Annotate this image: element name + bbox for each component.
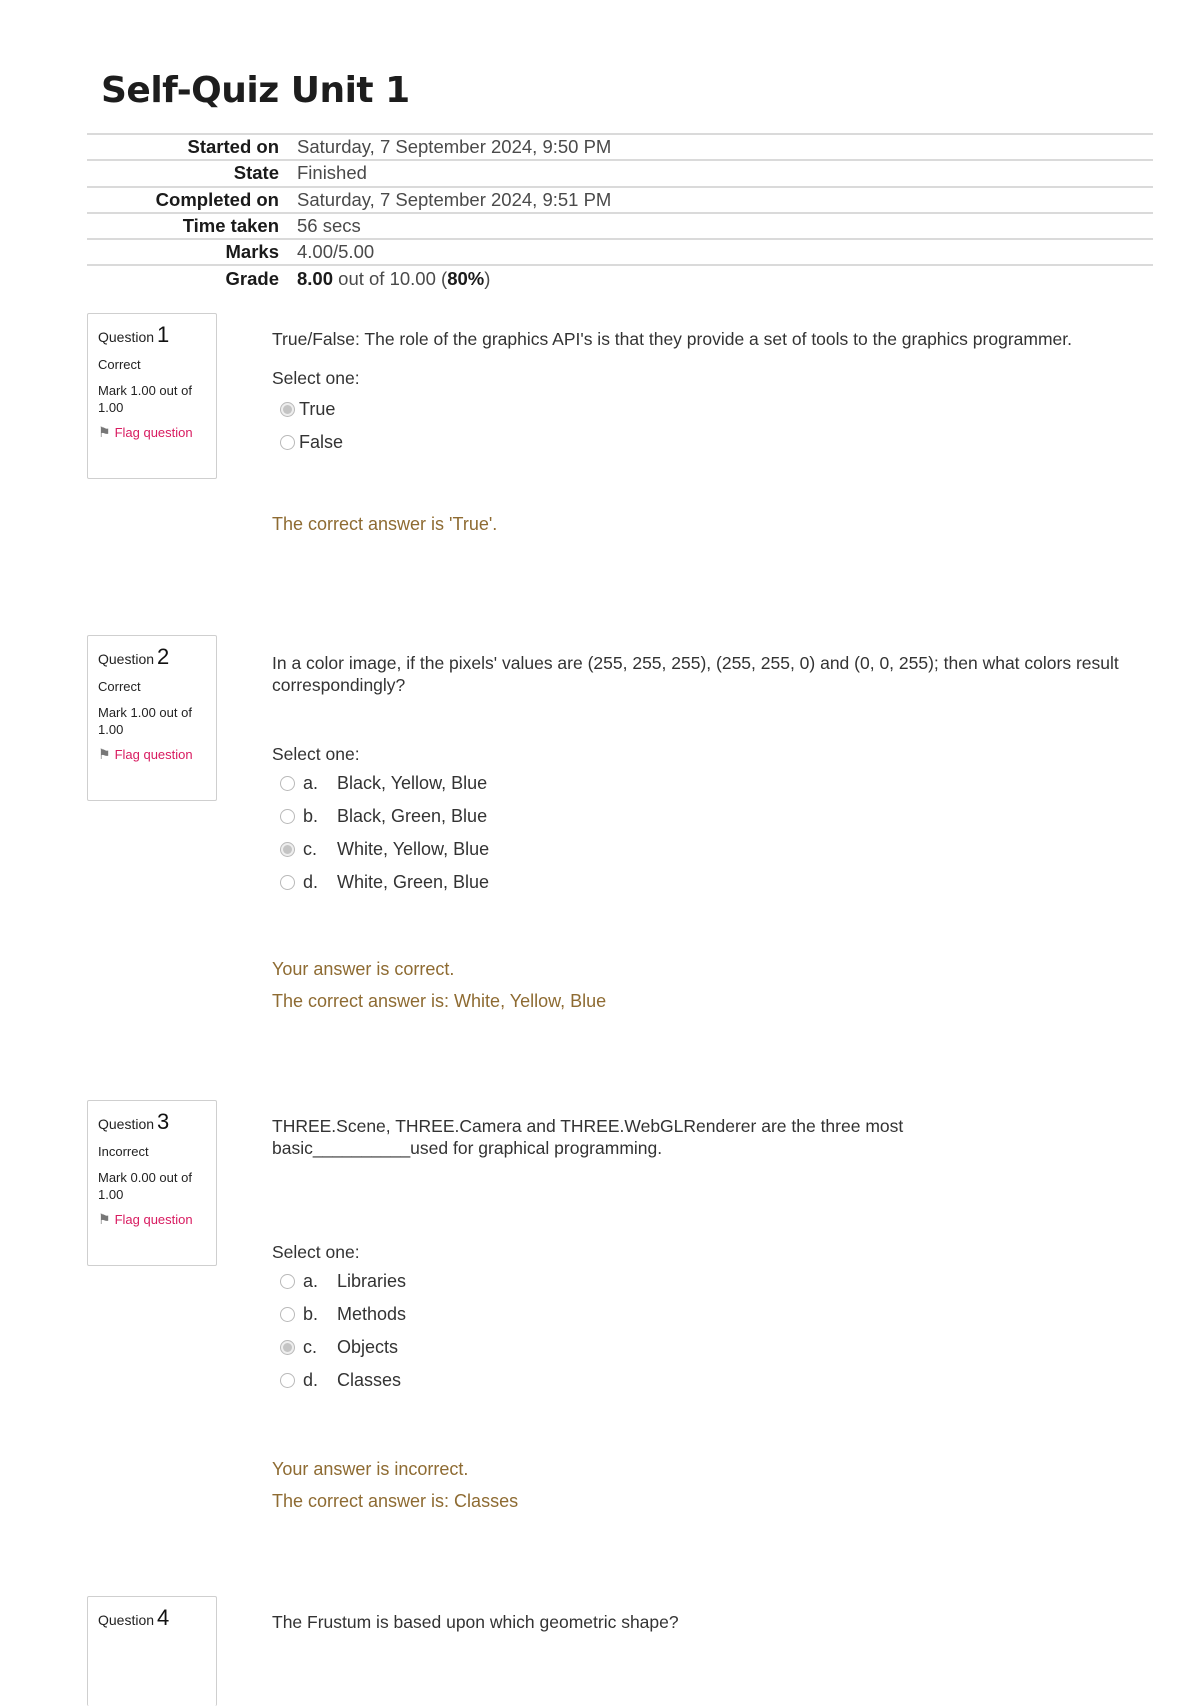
question-content-3 bbox=[272, 1115, 972, 1517]
radio-button[interactable] bbox=[280, 875, 295, 890]
summary-row-time bbox=[87, 213, 1153, 239]
option-letter: a. bbox=[303, 773, 319, 793]
flag-question-link[interactable] bbox=[98, 1211, 206, 1228]
page-title: Self-Quiz Unit 1 bbox=[101, 70, 410, 111]
flag-question-link[interactable] bbox=[98, 424, 206, 441]
answer-result-feedback: Your answer is incorrect. bbox=[272, 1459, 469, 1479]
question-info-2 bbox=[87, 635, 217, 801]
answer-options bbox=[272, 767, 1132, 899]
question-number bbox=[98, 644, 206, 670]
question-number-value: 2 bbox=[157, 644, 170, 669]
option-letter: a. bbox=[303, 1271, 319, 1291]
option-a[interactable] bbox=[272, 1265, 972, 1298]
select-prompt: Select one: bbox=[272, 368, 360, 388]
radio-button[interactable] bbox=[280, 1340, 295, 1355]
answer-options bbox=[272, 1265, 972, 1397]
question-label: Question bbox=[98, 651, 155, 667]
flag-icon: ⚑ bbox=[98, 1211, 111, 1227]
question-label: Question bbox=[98, 1612, 155, 1628]
completed-value: Saturday, 7 September 2024, 9:51 PM bbox=[297, 187, 1153, 213]
question-info-1 bbox=[87, 313, 217, 479]
question-info-3 bbox=[87, 1100, 217, 1266]
flag-question-link[interactable] bbox=[98, 746, 206, 763]
question-mark: Mark 1.00 out of 1.00 bbox=[98, 705, 192, 737]
question-number-value: 4 bbox=[157, 1605, 170, 1630]
summary-row-grade bbox=[87, 265, 1153, 290]
option-b[interactable] bbox=[272, 800, 1132, 833]
flag-label: Flag question bbox=[114, 425, 193, 440]
question-content-2 bbox=[272, 652, 1132, 1017]
option-text: Methods bbox=[337, 1304, 407, 1324]
option-text: White, Yellow, Blue bbox=[337, 839, 490, 859]
question-text: In a color image, if the pixels' values are (255, 255, 255), (255, 255, 0) and (0, 0, 255); then what colors result correspondingly? bbox=[272, 653, 1119, 695]
option-letter: b. bbox=[303, 806, 319, 826]
question-text: The Frustum is based upon which geometric shape? bbox=[272, 1612, 679, 1632]
marks-value: 4.00/5.00 bbox=[297, 239, 1153, 265]
question-mark: Mark 0.00 out of 1.00 bbox=[98, 1170, 192, 1202]
completed-label: Completed on bbox=[87, 187, 297, 213]
question-label: Question bbox=[98, 329, 155, 345]
option-text: True bbox=[299, 399, 336, 419]
started-label: Started on bbox=[87, 134, 297, 160]
option-text: Black, Green, Blue bbox=[337, 806, 488, 826]
question-number-value: 3 bbox=[157, 1109, 170, 1134]
attempt-summary-table bbox=[87, 133, 1153, 291]
option-c[interactable] bbox=[272, 1331, 972, 1364]
option-text: False bbox=[299, 432, 344, 452]
state-value: Finished bbox=[297, 160, 1153, 186]
option-false[interactable] bbox=[272, 426, 1132, 459]
question-text: THREE.Scene, THREE.Camera and THREE.WebGLRenderer are the three most basic__________used for graphical programming. bbox=[272, 1116, 904, 1158]
grade-percent: 80% bbox=[447, 267, 485, 289]
question-state: Correct bbox=[98, 679, 141, 694]
option-text: White, Green, Blue bbox=[337, 872, 490, 892]
summary-row-marks bbox=[87, 239, 1153, 265]
radio-button[interactable] bbox=[280, 776, 295, 791]
option-true[interactable] bbox=[272, 393, 1132, 426]
started-value: Saturday, 7 September 2024, 9:50 PM bbox=[297, 134, 1153, 160]
radio-button[interactable] bbox=[280, 435, 295, 450]
flag-icon: ⚑ bbox=[98, 424, 111, 440]
summary-row-completed bbox=[87, 187, 1153, 213]
flag-label: Flag question bbox=[114, 747, 193, 762]
select-prompt: Select one: bbox=[272, 744, 360, 764]
radio-button[interactable] bbox=[280, 1373, 295, 1388]
time-taken-value: 56 secs bbox=[297, 213, 1153, 239]
question-mark: Mark 1.00 out of 1.00 bbox=[98, 383, 192, 415]
question-content-4 bbox=[272, 1611, 1132, 1633]
correct-answer-feedback: The correct answer is 'True'. bbox=[272, 514, 498, 534]
option-text: Classes bbox=[337, 1370, 402, 1390]
option-text: Black, Yellow, Blue bbox=[337, 773, 488, 793]
question-text: True/False: The role of the graphics API's is that they provide a set of tools to the graphics programmer. bbox=[272, 329, 1072, 349]
option-letter: b. bbox=[303, 1304, 319, 1324]
question-number bbox=[98, 322, 206, 348]
radio-button[interactable] bbox=[280, 402, 295, 417]
option-a[interactable] bbox=[272, 767, 1132, 800]
radio-button[interactable] bbox=[280, 809, 295, 824]
answer-result-feedback: Your answer is correct. bbox=[272, 959, 455, 979]
option-text: Objects bbox=[337, 1337, 399, 1357]
grade-score: 8.00 bbox=[297, 267, 334, 289]
question-number bbox=[98, 1109, 206, 1135]
select-prompt: Select one: bbox=[272, 1242, 360, 1262]
time-taken-label: Time taken bbox=[87, 213, 297, 239]
answer-options bbox=[272, 393, 1132, 459]
state-label: State bbox=[87, 160, 297, 186]
summary-row-state bbox=[87, 160, 1153, 186]
radio-button[interactable] bbox=[280, 1307, 295, 1322]
question-state: Correct bbox=[98, 357, 141, 372]
grade-mid-text: out of 10.00 ( bbox=[333, 267, 448, 289]
flag-icon: ⚑ bbox=[98, 746, 111, 762]
option-c[interactable] bbox=[272, 833, 1132, 866]
flag-label: Flag question bbox=[114, 1212, 193, 1227]
marks-label: Marks bbox=[87, 239, 297, 265]
option-letter: c. bbox=[303, 1337, 318, 1357]
option-letter: c. bbox=[303, 839, 318, 859]
question-content-1 bbox=[272, 328, 1132, 540]
question-number bbox=[98, 1605, 206, 1631]
option-text: Libraries bbox=[337, 1271, 407, 1291]
correct-answer-feedback: The correct answer is: Classes bbox=[272, 1491, 519, 1511]
option-d[interactable] bbox=[272, 1364, 972, 1397]
grade-value bbox=[297, 265, 1153, 290]
grade-label: Grade bbox=[87, 265, 297, 290]
question-state: Incorrect bbox=[98, 1144, 149, 1159]
radio-button[interactable] bbox=[280, 1274, 295, 1289]
grade-end-text: ) bbox=[484, 267, 491, 289]
summary-row-started bbox=[87, 134, 1153, 160]
question-number-value: 1 bbox=[157, 322, 170, 347]
option-b[interactable] bbox=[272, 1298, 972, 1331]
question-label: Question bbox=[98, 1116, 155, 1132]
question-info-4 bbox=[87, 1596, 217, 1706]
option-d[interactable] bbox=[272, 866, 1132, 899]
option-letter: d. bbox=[303, 1370, 319, 1390]
correct-answer-feedback: The correct answer is: White, Yellow, Blue bbox=[272, 991, 607, 1011]
radio-button[interactable] bbox=[280, 842, 295, 857]
option-letter: d. bbox=[303, 872, 319, 892]
